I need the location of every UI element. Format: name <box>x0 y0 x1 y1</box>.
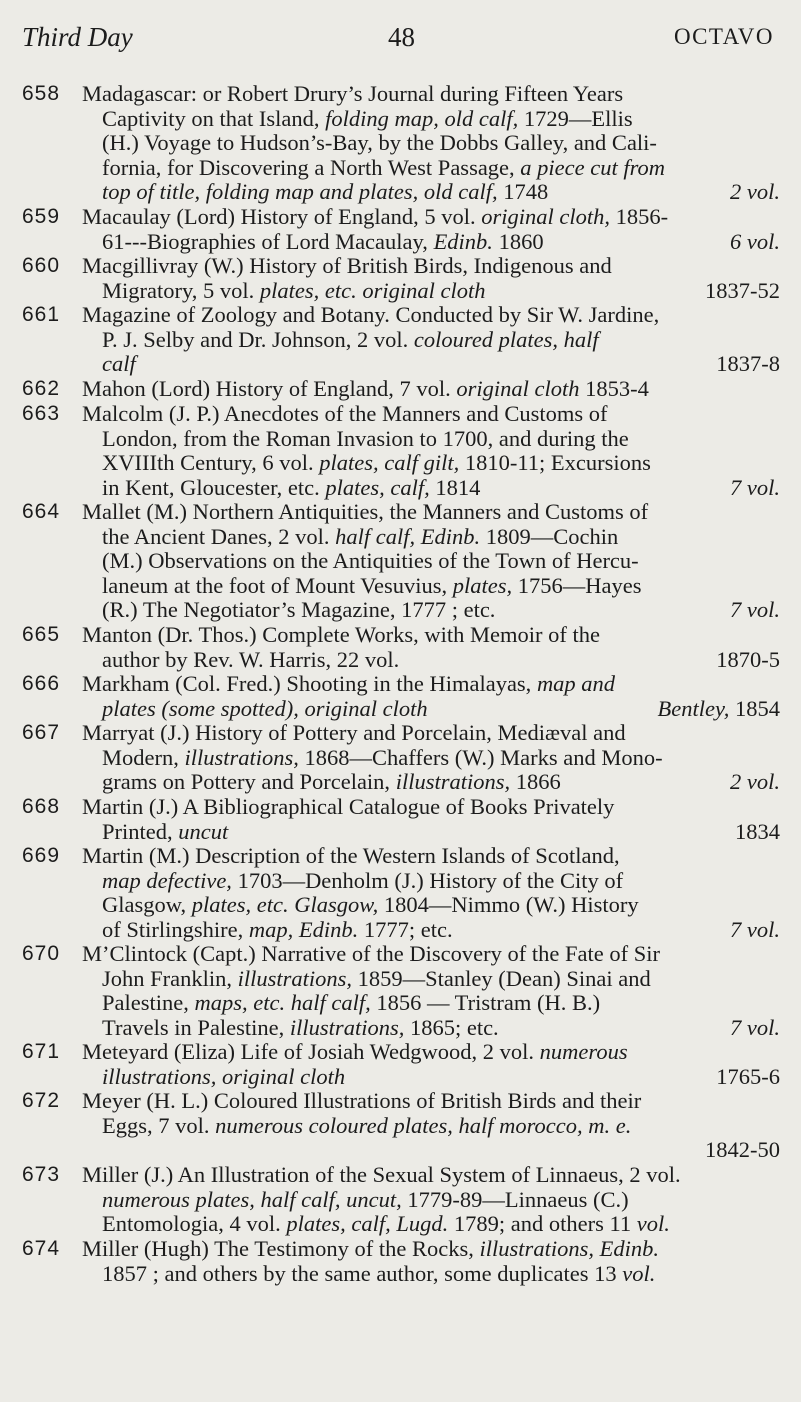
running-head-format: OCTAVO <box>673 24 774 49</box>
lot-number: 669 <box>22 844 61 867</box>
lot-description: Martin (M.) Description of the Western Islands of Scotland, map defective, 1703—Denholm (J.) History of the City of Glasgow, plates, etc. Glasgow, 1804—Nimmo (W.) History of Stirlingshire, map, Edinb. 1777; etc. 7 vol. <box>82 843 780 942</box>
lot-description: Markham (Col. Fred.) Shooting in the Himalayas, map and plates (some spotted), original cloth Bentley, 1854 <box>82 671 780 721</box>
lot-number: 658 <box>22 82 61 105</box>
lot-description: Mahon (Lord) History of England, 7 vol. original cloth 1853-4 <box>82 376 649 401</box>
running-head-day: Third Day <box>22 22 133 52</box>
lot-description: Mallet (M.) Northern Antiquities, the Manners and Customs of the Ancient Danes, 2 vol. half calf, Edinb. 1809—Cochin (M.) Observations on the Antiquities of the Town of Hercu- laneum at the foot of Mount Vesuvius, plates, 1756—Hayes (R.) The Negotiator’s Magazine, 1777 ; etc. 7 vol. <box>82 499 780 623</box>
lot-number: 665 <box>22 623 61 646</box>
lot-number: 662 <box>22 377 61 400</box>
lot-description: M’Clintock (Capt.) Narrative of the Discovery of the Fate of Sir John Franklin, illustrations, 1859—Stanley (Dean) Sinai and Palestine, maps, etc. half calf, 1856 — Tristram (H. B.) Travels in Palestine, illustrations, 1865; etc. 7 vol. <box>82 941 780 1040</box>
lot-number: 672 <box>22 1089 61 1112</box>
lot-number: 670 <box>22 942 61 965</box>
lot-description: Manton (Dr. Thos.) Complete Works, with Memoir of the author by Rev. W. Harris, 22 vol. 1870-5 <box>82 622 780 672</box>
lot-description: Meteyard (Eliza) Life of Josiah Wedgwood, 2 vol. numerous illustrations, original cloth 1765-6 <box>82 1039 780 1089</box>
lot-number: 659 <box>22 205 61 228</box>
lot-number: 673 <box>22 1163 61 1186</box>
lot-number: 667 <box>22 721 61 744</box>
lot-description: Malcolm (J. P.) Anecdotes of the Manners and Customs of London, from the Roman Invasion to 1700, and during the XVIIIth Century, 6 vol. plates, calf gilt, 1810-11; Excursions in Kent, Gloucester, etc. plates, calf, 1814 7 vol. <box>82 401 780 500</box>
lot-description: Martin (J.) A Bibliographical Catalogue of Books Privately Printed, uncut 1834 <box>82 794 780 844</box>
lot-number: 666 <box>22 672 61 695</box>
lot-number: 661 <box>22 303 61 326</box>
lot-description: Meyer (H. L.) Coloured Illustrations of British Birds and their Eggs, 7 vol. numerous coloured plates, half morocco, m. e. 1842-50 <box>82 1088 780 1163</box>
lot-description: Marryat (J.) History of Pottery and Porcelain, Mediæval and Modern, illustrations, 1868—Chaffers (W.) Marks and Mono- grams on Pottery and Porcelain, illustrations, 1866 2 vol. <box>82 720 780 795</box>
lot-description: Macaulay (Lord) History of England, 5 vol. original cloth, 1856- 61---Biographies of Lord Macaulay, Edinb. 1860 6 vol. <box>82 204 780 254</box>
lot-number: 674 <box>22 1237 61 1260</box>
lot-number: 660 <box>22 254 61 277</box>
lot-number: 664 <box>22 500 61 523</box>
lot-number: 668 <box>22 795 61 818</box>
lot-description: Magazine of Zoology and Botany. Conducted by Sir W. Jardine, P. J. Selby and Dr. Johnson, 2 vol. coloured plates, half calf 1837-8 <box>82 302 780 377</box>
lot-description: Madagascar: or Robert Drury’s Journal during Fifteen Years Captivity on that Island, folding map, old calf, 1729—Ellis (H.) Voyage to Hudson’s-Bay, by the Dobbs Galley, and Cali- fornia, for Discovering a North West Passage, a piece cut from top of title, folding map and plates, old calf, 1748 2 vol. <box>82 81 780 205</box>
lot-description: Macgillivray (W.) History of British Birds, Indigenous and Migratory, 5 vol. plates, etc. original cloth 1837-52 <box>82 253 780 303</box>
lot-description: Miller (Hugh) The Testimony of the Rocks, illustrations, Edinb. 1857 ; and others by the same author, some duplicates 13 vol. <box>82 1236 659 1286</box>
lot-number: 671 <box>22 1040 61 1063</box>
running-head <box>22 22 774 62</box>
page-number: 48 <box>388 22 415 52</box>
lot-number: 663 <box>22 402 61 425</box>
lot-description: Miller (J.) An Illustration of the Sexual System of Linnaeus, 2 vol. numerous plates, half calf, uncut, 1779-89—Linnaeus (C.) Entomologia, 4 vol. plates, calf, Lugd. 1789; and others 11 vol. <box>82 1162 681 1237</box>
